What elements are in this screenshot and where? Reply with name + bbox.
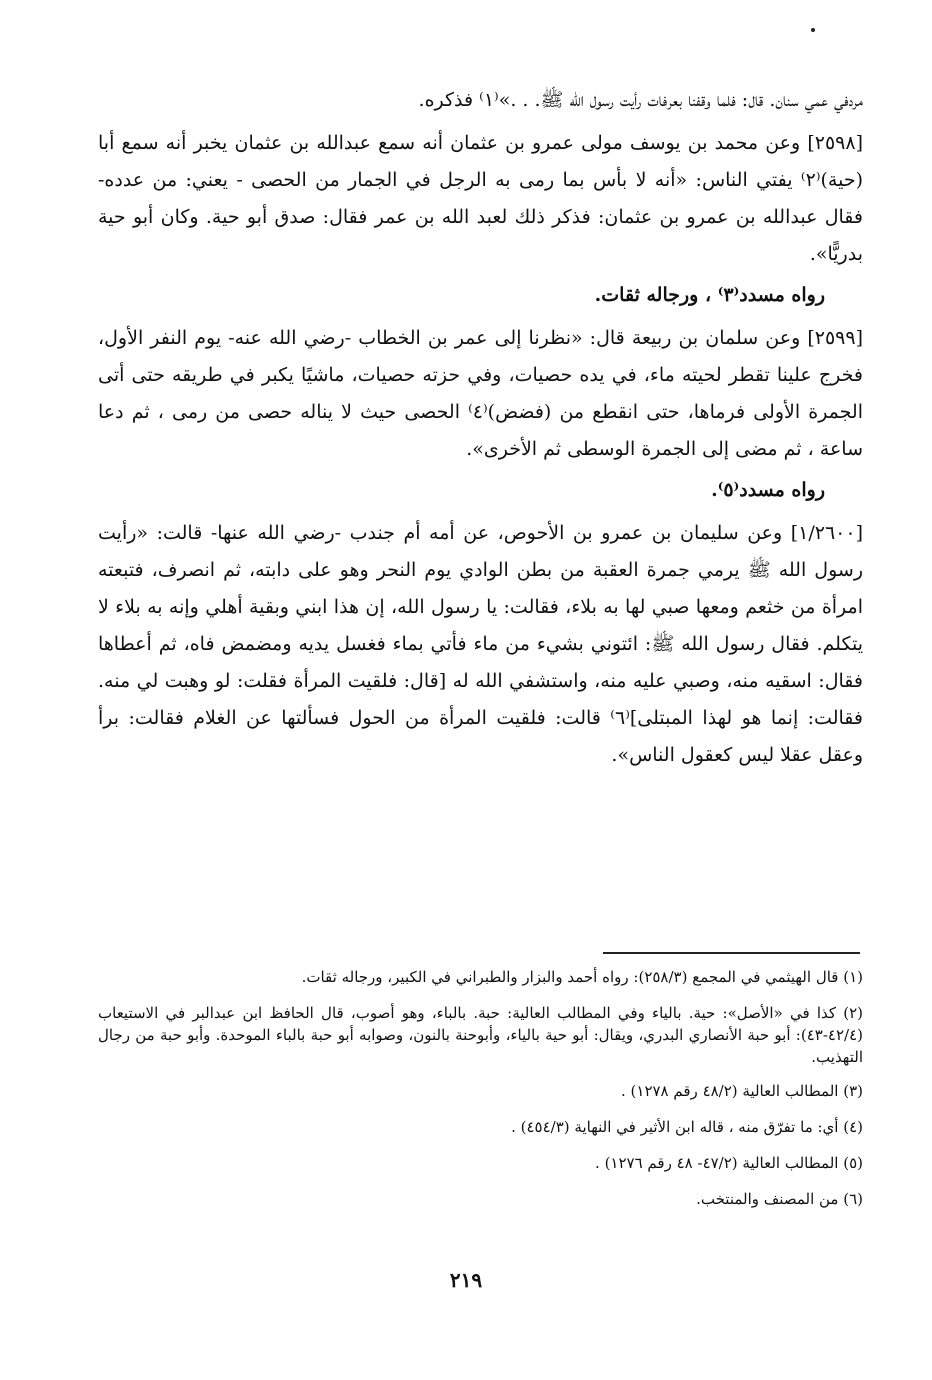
footnote-5: (٥) المطالب العالية (٤٧/٢- ٤٨ رقم ١٢٧٦) . xyxy=(595,1154,863,1172)
hadith-2599: [٢٥٩٩] وعن سلمان بن ربيعة قال: «نظرنا إلى عمر بن الخطاب -رضي الله عنه- يوم النفر الأول، فخرج علينا تقطر لحيته ماء، في يده حصيات، وفي حزته حصيات، ماشيًا يكبر في طريقه حتى أتى الجمرة الأولى فرماها، حتى انقطع من (فضض)⁽٤⁾ الحصى حيث لا يناله حصى من رمى ، ثم دعا ساعة ، ثم مضى إلى الجمرة الوسطى ثم الأخرى». xyxy=(98,327,863,460)
footnote-3: (٣) المطالب العالية (٤٨/٢ رقم ١٢٧٨) . xyxy=(621,1082,863,1100)
footnote-1: (١) قال الهيثمي في المجمع (٢٥٨/٣): رواه أحمد والبزار والطبراني في الكبير، ورجاله ثقات. xyxy=(301,968,863,986)
page-number: ٢١٩ xyxy=(449,1268,483,1292)
hadith-2600: [١/٢٦٠٠] وعن سليمان بن عمرو بن الأحوص، عن أمه أم جندب -رضي الله عنها- قالت: «رأيت رسول الله ﷺ يرمي جمرة العقبة من بطن الوادي يوم النحر وهو على دابته، ثم انصرف، فتبعته امرأة من خثعم ومعها صبي لها به بلاء، فقالت: يا رسول الله، إن هذا ابني وبقية أهلي وإنه به بلاء لا يتكلم. فقال رسول الله ﷺ: ائتوني بشيء من ماء فأتي بماء فغسل يديه ومضمض فاه، ثم أعطاها فقال: اسقيه منه، وصبي عليه منه، واستشفي الله له [قال: فلقيت المرأة فقلت: لو وهبت لي منه. فقالت: إنما هو لهذا المبتلى]⁽٦⁾ قالت: فلقيت المرأة من الحول فسألتها عن الغلام فقالت: برأ وعقل عقلا ليس كعقول الناس». xyxy=(98,522,863,766)
page-mark xyxy=(811,28,815,32)
main-text xyxy=(98,82,863,774)
footnote-divider xyxy=(603,952,860,954)
footnote-6: (٦) من المصنف والمنتخب. xyxy=(696,1190,863,1208)
footnotes xyxy=(98,966,863,1224)
footnote-4: (٤) أي: ما تفرّق منه ، قاله ابن الأثير في النهاية (٤٥٤/٣) . xyxy=(511,1118,863,1136)
attribution-2599: رواه مسدد⁽٥⁾. xyxy=(711,479,825,501)
footnote-2: (٢) كذا في «الأصل»: حية. بالياء وفي المطالب العالية: حبة. بالباء، وهو أصوب، قال الحافظ ابن عبدالبر في الاستيعاب (٤٢/٤-٤٣): أبو حبة الأنصاري البدري، ويقال: أبو حية بالياء، وأبوحنة بالنون، وصوابه أبو حبة بالباء الموحدة. وأبو حبة من رجال التهذيب. xyxy=(98,1004,863,1066)
paragraph-continuation: مردفي عمي سنان. قال: فلما وقفنا بعرفات رأيت رسول الله ﷺ. . .»⁽١⁾ فذكره. xyxy=(418,89,863,111)
attribution-2598: رواه مسدد⁽٣⁾ ، ورجاله ثقات. xyxy=(594,284,825,306)
hadith-2598: [٢٥٩٨] وعن محمد بن يوسف مولى عمرو بن عثمان أنه سمع عبدالله بن عثمان يخبر أنه سمع أبا (حية)⁽٢⁾ يفتي الناس: «أنه لا بأس بما رمى به الرجل في الجمار من الحصى - يعني: من عدده- فقال عبدالله بن عمرو بن عثمان: فذكر ذلك لعبد الله بن عمر فقال: صدق أبو حية. وكان أبو حية بدريًّا». xyxy=(98,132,863,265)
